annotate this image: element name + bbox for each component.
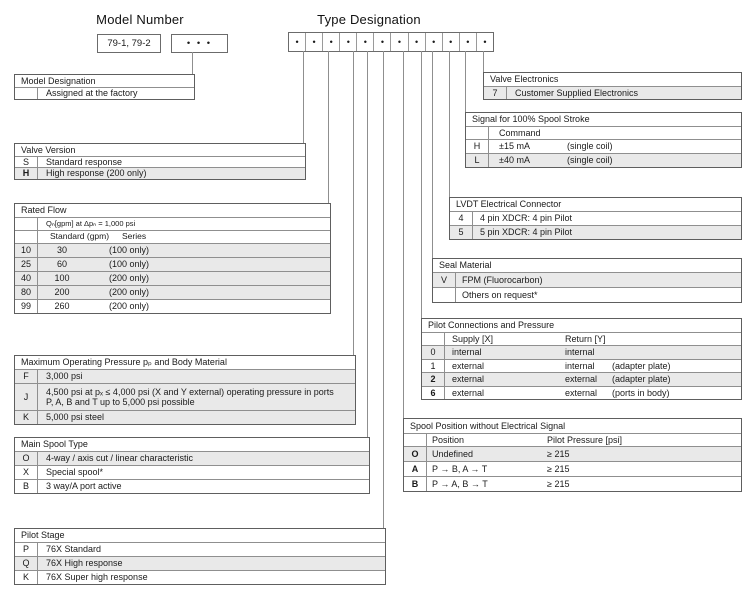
row-text-line2: P, A, B and T up to 5,000 psi possible	[46, 397, 195, 407]
connector-line-lvdt	[449, 51, 450, 197]
type-code-cell-8: •	[408, 33, 425, 51]
flow-standard: 260	[54, 301, 70, 312]
row-key: 10	[15, 244, 38, 257]
table-title: Signal for 100% Spool Stroke	[472, 114, 590, 125]
flow-series: (200 only)	[109, 273, 150, 284]
row-text: Assigned at the factory	[46, 88, 138, 99]
sp-position: Undefined	[432, 448, 474, 459]
row-key	[422, 333, 445, 345]
table-row	[404, 446, 741, 461]
sp-pressure: ≥ 215	[547, 448, 570, 459]
flow-series: (100 only)	[109, 245, 150, 256]
row-key	[15, 218, 38, 230]
table-row	[484, 86, 741, 99]
row-key	[404, 434, 427, 446]
table-row	[15, 243, 330, 257]
row-key: P	[15, 543, 38, 556]
signal-command: ±40 mA	[499, 155, 530, 166]
flow-standard: 60	[56, 259, 67, 270]
row-key: 0	[422, 346, 445, 359]
sp-position: P → B, A → T	[432, 463, 488, 474]
col-header-position: Position	[432, 434, 465, 445]
table-title: Spool Position without Electrical Signal	[410, 420, 566, 431]
table-valve-version	[14, 143, 306, 180]
table-valve-electronics	[483, 72, 742, 100]
col-header-return: Return [Y]	[565, 333, 606, 344]
row-key: H	[15, 168, 38, 179]
row-key: K	[15, 571, 38, 584]
type-code-cell-7: •	[390, 33, 407, 51]
row-text: Special spool*	[46, 467, 104, 478]
row-key: J	[15, 384, 38, 410]
row-key: 6	[422, 387, 445, 400]
col-header-supply: Supply [X]	[452, 333, 494, 344]
sp-pressure: ≥ 215	[547, 463, 570, 474]
pc-supply: external	[452, 374, 485, 385]
pc-return: external	[565, 387, 598, 398]
row-text: 4 pin XDCR: 4 pin Pilot	[480, 213, 573, 224]
pc-return: internal	[565, 360, 595, 371]
table-row	[15, 257, 330, 271]
table-rated-flow	[14, 203, 331, 314]
row-text-line1: 4,500 psi at pₓ ≤ 4,000 psi (X and Y external) operating pressure in ports	[46, 386, 334, 397]
table-max-pressure	[14, 355, 356, 425]
type-code-cell-11: •	[459, 33, 476, 51]
type-code-cell-6: •	[373, 33, 390, 51]
row-text: 4-way / axis cut / linear characteristic	[46, 453, 194, 464]
table-row	[466, 153, 741, 167]
table-title: Maximum Operating Pressure pₚ and Body Material	[21, 357, 227, 368]
row-key: 80	[15, 286, 38, 299]
type-code-cell-2: •	[305, 33, 322, 51]
type-code-cell-10: •	[442, 33, 459, 51]
table-title: Pilot Stage	[21, 530, 65, 541]
table-row	[450, 225, 741, 239]
row-key: 99	[15, 300, 38, 313]
row-key: H	[466, 140, 489, 153]
table-row	[15, 542, 385, 556]
table-row	[450, 211, 741, 225]
table-row	[15, 369, 355, 383]
type-code-cell-1: •	[295, 37, 299, 47]
table-title: Pilot Connections and Pressure	[428, 320, 555, 331]
pc-supply: internal	[452, 347, 482, 358]
signal-note: (single coil)	[567, 141, 613, 152]
table-row	[15, 383, 355, 410]
table-title: LVDT Electrical Connector	[456, 199, 562, 210]
table-title: Seal Material	[439, 260, 492, 271]
table-row	[15, 271, 330, 285]
table-row	[15, 410, 355, 424]
row-key: O	[15, 452, 38, 465]
sp-position: P → A, B → T	[432, 478, 488, 489]
table-note-row	[15, 217, 330, 230]
table-signal	[465, 112, 742, 168]
model-number-title: Model Number	[96, 12, 184, 27]
table-title: Main Spool Type	[21, 439, 88, 450]
row-key: 5	[450, 226, 473, 239]
table-row	[422, 386, 741, 400]
type-code-cell-12: •	[476, 33, 493, 51]
row-text: 3 way/A port active	[46, 481, 122, 492]
row-key: Q	[15, 557, 38, 570]
pc-note: (adapter plate)	[612, 374, 671, 385]
row-key: O	[404, 447, 427, 461]
col-header-standard: Standard (gpm)	[50, 231, 110, 242]
flow-series: (200 only)	[109, 301, 150, 312]
table-pilot-connections	[421, 318, 742, 400]
connector-line-valve-version	[303, 51, 304, 143]
table-spool-position	[403, 418, 742, 492]
table-title: Model Designation	[21, 75, 96, 86]
row-key	[433, 288, 456, 302]
row-key: B	[404, 477, 427, 491]
flow-series: (100 only)	[109, 259, 150, 270]
flow-note: Qₙ[gpm] at Δpₙ = 1,000 psi	[46, 218, 136, 228]
row-key: S	[15, 157, 38, 167]
table-row	[15, 167, 305, 179]
type-code-cell-9: •	[425, 33, 442, 51]
row-text: Standard response	[46, 156, 123, 167]
type-code-cell-4: •	[339, 33, 356, 51]
connector-line-seal-material	[432, 51, 433, 258]
table-row	[15, 285, 330, 299]
table-title: Valve Version	[21, 144, 76, 155]
table-row	[422, 372, 741, 386]
connector-line-spool-position	[403, 51, 404, 418]
row-key: 25	[15, 258, 38, 271]
model-number-dots-box: • • •	[171, 34, 228, 53]
row-key: V	[433, 273, 456, 287]
row-key: A	[404, 462, 427, 476]
pc-supply: external	[452, 360, 485, 371]
table-subheader-row	[422, 332, 741, 345]
table-main-spool	[14, 437, 370, 494]
table-row	[15, 465, 369, 479]
pc-note: (ports in body)	[612, 387, 670, 398]
connector-line-valve-electronics	[483, 51, 484, 72]
row-text: 76X Standard	[46, 544, 102, 555]
row-text: Others on request*	[462, 289, 538, 300]
table-row	[433, 272, 741, 287]
table-title: Valve Electronics	[490, 74, 559, 85]
row-key: K	[15, 411, 38, 424]
pc-return: internal	[565, 347, 595, 358]
table-row	[466, 139, 741, 153]
connector-line-max-pressure	[353, 51, 354, 355]
table-row	[15, 479, 369, 493]
row-key	[466, 127, 489, 139]
col-header-series: Series	[122, 231, 147, 242]
row-key: 4	[450, 212, 473, 225]
connector-line-pilot-stage	[383, 51, 384, 528]
table-model-designation	[14, 74, 195, 100]
signal-note: (single coil)	[567, 155, 613, 166]
table-lvdt	[449, 197, 742, 240]
row-key: 2	[422, 373, 445, 386]
connector-line-pilot-connections	[421, 51, 422, 318]
row-key: 40	[15, 272, 38, 285]
flow-standard: 200	[54, 287, 70, 298]
table-row	[422, 359, 741, 373]
pc-note: (adapter plate)	[612, 360, 671, 371]
table-row	[15, 87, 194, 99]
table-row	[15, 556, 385, 570]
row-key: F	[15, 370, 38, 383]
table-subheader-row	[404, 433, 741, 446]
row-key: 1	[422, 360, 445, 373]
type-code-cell-3: •	[322, 33, 339, 51]
table-row	[433, 287, 741, 302]
row-text: 5,000 psi steel	[46, 412, 105, 423]
row-key: B	[15, 480, 38, 493]
row-text	[38, 387, 334, 408]
table-row	[15, 299, 330, 313]
signal-command: ±15 mA	[499, 141, 530, 152]
sp-pressure: ≥ 215	[547, 478, 570, 489]
row-text: High response (200 only)	[46, 168, 147, 179]
connector-line-rated-flow	[328, 51, 329, 203]
col-header-command: Command	[499, 127, 541, 138]
table-row	[404, 461, 741, 476]
table-seal-material	[432, 258, 742, 303]
row-text: FPM (Fluorocarbon)	[462, 274, 543, 285]
connector-line-signal	[465, 51, 466, 112]
table-row	[15, 156, 305, 167]
row-text: 76X Super high response	[46, 572, 148, 583]
row-key: L	[466, 154, 489, 167]
pc-return: external	[565, 374, 598, 385]
row-text: 5 pin XDCR: 4 pin Pilot	[480, 227, 573, 238]
table-row	[404, 476, 741, 491]
col-header-pressure: Pilot Pressure [psi]	[547, 434, 623, 445]
row-key: 7	[484, 87, 507, 99]
type-code-cell-5: •	[356, 33, 373, 51]
table-subheader-row	[466, 126, 741, 139]
row-key	[15, 231, 38, 243]
model-number-box: 79-1, 79-2	[97, 34, 161, 53]
row-text: Customer Supplied Electronics	[515, 87, 639, 98]
row-text: 3,000 psi	[46, 371, 83, 382]
flow-series: (200 only)	[109, 287, 150, 298]
row-key	[15, 88, 38, 99]
pc-supply: external	[452, 387, 485, 398]
type-designation-box	[288, 32, 494, 52]
connector-line-main-spool	[367, 51, 368, 437]
table-pilot-stage	[14, 528, 386, 585]
table-subheader-row	[15, 230, 330, 243]
table-row	[15, 570, 385, 584]
table-title: Rated Flow	[21, 205, 67, 216]
table-row	[422, 345, 741, 359]
row-text: 76X High response	[46, 558, 123, 569]
flow-standard: 100	[54, 273, 70, 284]
table-row	[15, 451, 369, 465]
type-designation-title: Type Designation	[317, 12, 421, 27]
flow-standard: 30	[56, 245, 67, 256]
row-key: X	[15, 466, 38, 479]
